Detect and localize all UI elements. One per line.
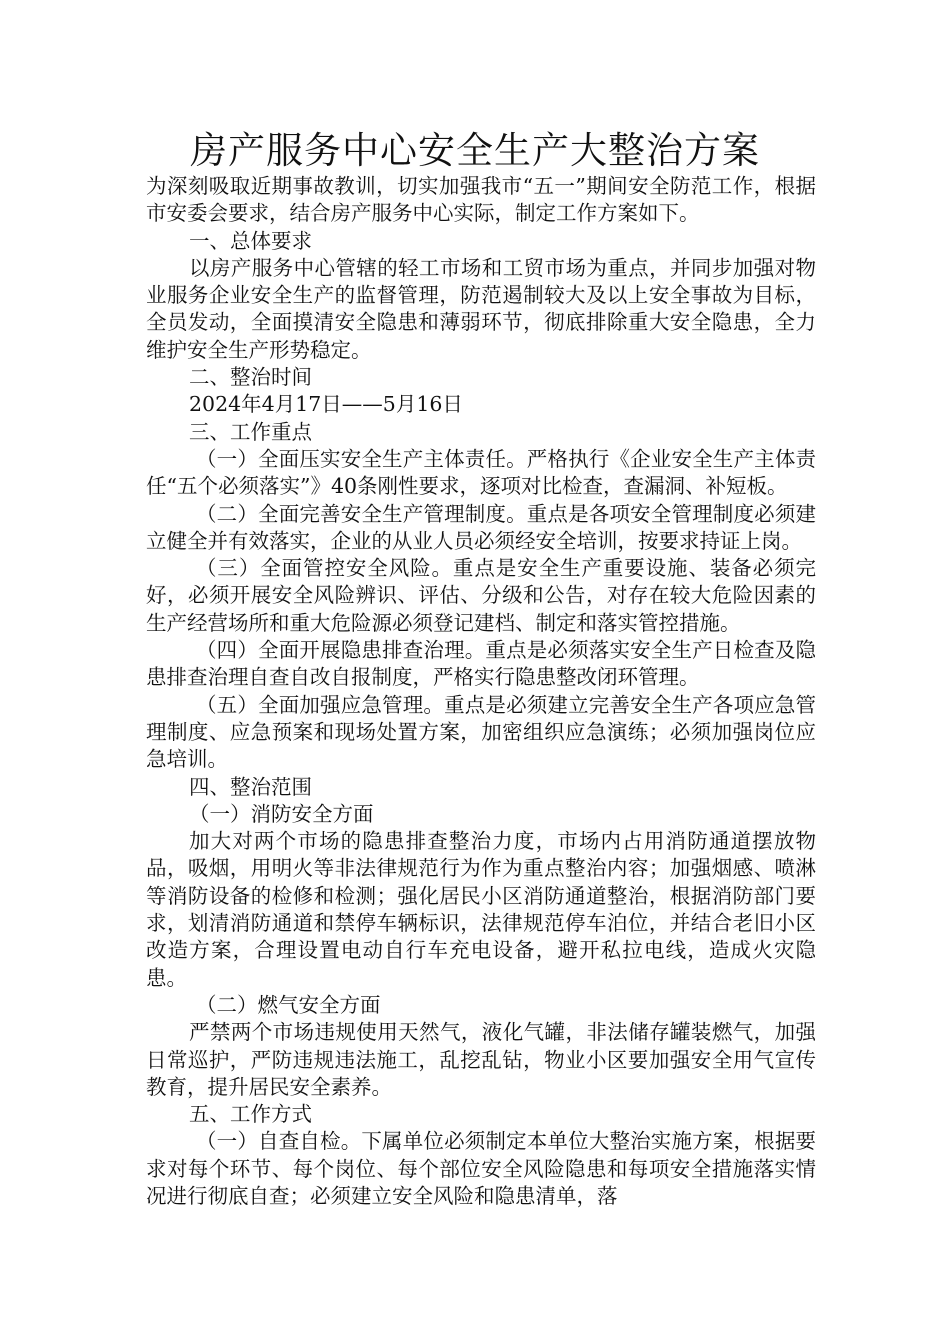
priority-item-3: （三）全面管控安全风险。重点是安全生产重要设施、装备必须完好，必须开展安全风险辨识、评估、分级和公告，对存在较大危险因素的生产经营场所和重大危险源必须登记建档、制定和落实管控措施。	[146, 556, 816, 635]
section-heading-work-methods: 五、工作方式	[189, 1102, 312, 1127]
general-requirements-paragraph: 以房产服务中心管辖的轻工市场和工贸市场为重点，并同步加强对物业服务企业安全生产的监督管理，防范遏制较大及以上安全事故为目标，全员发动，全面摸清安全隐患和薄弱环节，彻底排除重大安全隐患，全力维护安全生产形势稳定。	[146, 255, 816, 362]
section-heading-rectification-period: 二、整治时间	[189, 365, 312, 390]
priority-item-5: （五）全面加强应急管理。重点是必须建立完善安全生产各项应急管理制度、应急预案和现场处置方案，加密组织应急演练；必须加强岗位应急培训。	[146, 692, 816, 772]
priority-item-4: （四）全面开展隐患排查治理。重点是必须落实安全生产日检查及隐患排查治理自查自改自报制度，严格实行隐患整改闭环管理。	[146, 638, 816, 690]
section-heading-general-requirements: 一、总体要求	[189, 228, 312, 253]
scope-subheading-gas-safety: （二）燃气安全方面	[196, 992, 381, 1017]
fire-safety-paragraph: 加大对两个市场的隐患排查整治力度，市场内占用消防通道摆放物品，吸烟，用明火等非法律规范行为作为重点整治内容；加强烟感、喷淋等消防设备的检修和检测；强化居民小区消防通道整治，根据消防部门要求，划清消防通道和禁停车辆标识，法律规范停车泊位，并结合老旧小区改造方案，合理设置电动自行车充电设备，避开私拉电线，造成火灾隐患。	[146, 829, 816, 990]
scope-subheading-fire-safety: （一）消防安全方面	[189, 801, 374, 826]
priority-item-1: （一）全面压实安全生产主体责任。严格执行《企业安全生产主体责任“五个必须落实”》40条刚性要求，逐项对比检查，查漏洞、补短板。	[146, 446, 816, 499]
section-heading-scope: 四、整治范围	[189, 774, 312, 799]
priority-item-2: （二）全面完善安全生产管理制度。重点是各项安全管理制度必须建立健全并有效落实，企业的从业人员必须经安全培训，按要求持证上岗。	[146, 501, 816, 553]
work-method-item-1: （一）自查自检。下属单位必须制定本单位大整治实施方案，根据要求对每个环节、每个岗位、每个部位安全风险隐患和每项安全措施落实情况进行彻底自查；必须建立安全风险和隐患清单，落	[146, 1129, 816, 1208]
section-heading-work-priorities: 三、工作重点	[189, 419, 312, 444]
rectification-period-dates: 2024年4月17日——5月16日	[189, 392, 463, 417]
intro-paragraph: 为深刻吸取近期事故教训，切实加强我市“五一”期间安全防范工作，根据市安委会要求，结合房产服务中心实际，制定工作方案如下。	[146, 174, 816, 226]
document-title: 房产服务中心安全生产大整治方案	[190, 129, 760, 172]
gas-safety-paragraph: 严禁两个市场违规使用天然气，液化气罐，非法储存罐装燃气，加强日常巡护，严防违规违法施工，乱挖乱钻，物业小区要加强安全用气宣传教育，提升居民安全素养。	[146, 1020, 816, 1099]
document-body	[146, 173, 816, 1210]
